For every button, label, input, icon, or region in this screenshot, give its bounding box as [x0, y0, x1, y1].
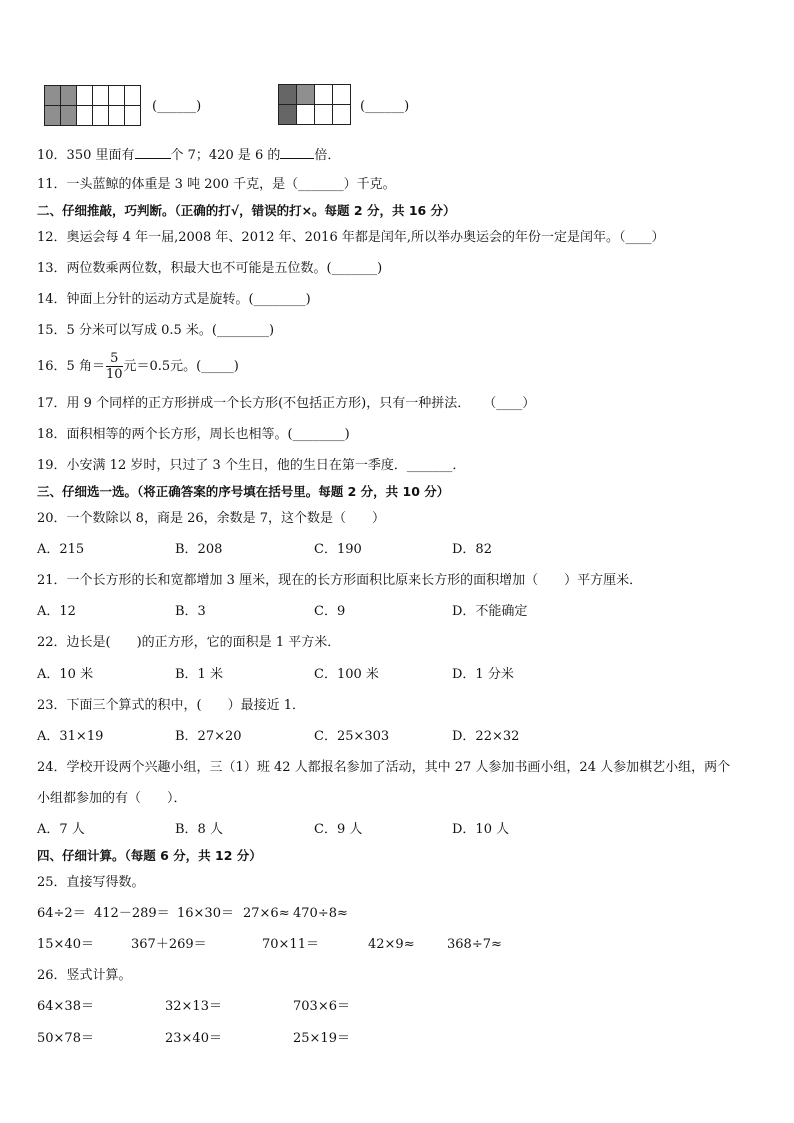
calc-item: 25×19＝ — [293, 1031, 350, 1046]
question-25: 25．直接写得数。 — [37, 875, 145, 890]
grid-cell — [77, 86, 93, 106]
q21-option-a: A．12 — [37, 604, 76, 619]
q24-option-d: D．10 人 — [452, 822, 510, 837]
q20-option-c: C．190 — [314, 542, 362, 557]
question-17: 17．用 9 个同样的正方形拼成一个长方形(不包括正方形)，只有一种拼法． （____） — [37, 396, 536, 411]
grid-cell — [93, 86, 109, 106]
shaded-cell — [61, 86, 77, 106]
shaded-cell — [61, 106, 77, 126]
question-21: 21．一个长方形的长和宽都增加 3 厘米，现在的长方形面积比原来长方形的面积增加（ ）平方厘米． — [37, 573, 643, 588]
q23-option-b: B．27×20 — [175, 729, 242, 744]
grid-cell — [297, 105, 315, 125]
q20-option-b: B．208 — [175, 542, 223, 557]
q23-option-d: D．22×32 — [452, 729, 520, 744]
q21-option-d: D．不能确定 — [452, 604, 528, 619]
question-19: 19．小安满 12 岁时，只过了 3 个生日，他的生日在第一季度．_______． — [37, 458, 466, 473]
question-20: 20．一个数除以 8，商是 26，余数是 7，这个数是（ ） — [37, 511, 386, 526]
grid-cell — [333, 85, 351, 105]
question-15: 15．5 分米可以写成 0.5 米。(________) — [37, 323, 275, 338]
question-24-line-2: 小组都参加的有（ ）． — [37, 791, 187, 806]
grid-cell — [77, 106, 93, 126]
q24-option-a: A．7 人 — [37, 822, 85, 837]
figure-1-blank: (______) — [152, 99, 202, 114]
grid-cell — [93, 106, 109, 126]
question-12: 12．奥运会每 4 年一届,2008 年、2012 年、2016 年都是闰年,所以举办奥运会的年份一定是闰年。（____） — [37, 230, 665, 245]
shaded-cell — [297, 85, 315, 105]
question-24-line-1: 24．学校开设两个兴趣小组，三（1）班 42 人都报名参加了活动，其中 27 人参加书画小组，24 人参加棋艺小组，两个 — [37, 760, 731, 775]
q22-option-b: B．1 米 — [175, 667, 223, 682]
q16-part-b: 元＝0.5元。(_____) — [123, 359, 239, 374]
q20-option-d: D．82 — [452, 542, 492, 557]
q24-option-b: B．8 人 — [175, 822, 223, 837]
q23-option-c: C．25×303 — [314, 729, 390, 744]
calc-item: 703×6＝ — [293, 999, 350, 1014]
question-18: 18．面积相等的两个长方形，周长也相等。(________) — [37, 427, 350, 442]
calc-item: 15×40＝ — [37, 937, 94, 952]
calc-item: 42×9≈ — [368, 937, 415, 952]
question-26: 26．竖式计算。 — [37, 968, 132, 983]
grid-cell — [315, 85, 333, 105]
section-2-heading: 二、仔细推敲，巧判断。（正确的打√，错误的打×。每题 2 分，共 16 分） — [37, 203, 456, 218]
question-11: 11．一头蓝鲸的体重是 3 吨 200 千克，是（_______）千克。 — [37, 177, 396, 192]
calc-item: 64×38＝ — [37, 999, 94, 1014]
grid-cell — [109, 86, 125, 106]
question-14: 14．钟面上分针的运动方式是旋转。(________) — [37, 292, 311, 307]
q22-option-d: D．1 分米 — [452, 667, 514, 682]
answer-blank — [135, 145, 171, 159]
figure-2-blank: (______) — [360, 99, 410, 114]
grid-figure-1 — [44, 85, 141, 126]
section-3-heading: 三、仔细选一选。（将正确答案的序号填在括号里。每题 2 分，共 10 分） — [37, 484, 450, 499]
question-22: 22．边长是( )的正方形，它的面积是 1 平方米． — [37, 635, 341, 650]
calc-item: 32×13＝ — [165, 999, 222, 1014]
shaded-cell — [279, 105, 297, 125]
q20-option-a: A．215 — [37, 542, 85, 557]
shaded-cell — [45, 106, 61, 126]
q23-option-a: A．31×19 — [37, 729, 104, 744]
question-13: 13．两位数乘两位数，积最大也不可能是五位数。(_______) — [37, 261, 383, 276]
calc-item: 50×78＝ — [37, 1031, 94, 1046]
answer-blank — [280, 145, 314, 159]
calc-item: 470÷8≈ — [293, 906, 348, 921]
calc-item: 23×40＝ — [165, 1031, 222, 1046]
fraction-denominator: 10 — [105, 367, 123, 382]
calc-item: 64÷2＝ — [37, 906, 86, 921]
q10-part-c: 倍． — [314, 148, 341, 163]
q16-part-a: 16．5 角＝ — [37, 359, 105, 374]
question-16 — [37, 351, 239, 383]
q21-option-c: C．9 — [314, 604, 346, 619]
calc-item: 27×6≈ — [243, 906, 290, 921]
question-10 — [37, 145, 340, 165]
calc-item: 368÷7≈ — [447, 937, 502, 952]
calc-item: 16×30＝ — [177, 906, 234, 921]
grid-figure-2 — [278, 84, 351, 125]
fraction — [106, 351, 123, 382]
grid-cell — [125, 86, 141, 106]
section-4-heading: 四、仔细计算。（每题 6 分，共 12 分） — [37, 848, 262, 863]
q24-option-c: C．9 人 — [314, 822, 363, 837]
q22-option-a: A．10 米 — [37, 667, 94, 682]
fraction-numerator: 5 — [106, 351, 123, 367]
calc-item: 412－289＝ — [94, 906, 170, 921]
q21-option-b: B．3 — [175, 604, 206, 619]
grid-cell — [333, 105, 351, 125]
calc-item: 367＋269＝ — [131, 937, 207, 952]
q22-option-c: C．100 米 — [314, 667, 379, 682]
grid-cell — [109, 106, 125, 126]
shaded-cell — [45, 86, 61, 106]
grid-cell — [125, 106, 141, 126]
calc-item: 70×11＝ — [262, 937, 319, 952]
shaded-cell — [279, 85, 297, 105]
grid-cell — [315, 105, 333, 125]
q10-part-b: 个 7；420 是 6 的 — [170, 148, 281, 163]
q10-part-a: 10．350 里面有 — [37, 148, 135, 163]
question-23: 23．下面三个算式的积中，( ）最接近 1． — [37, 698, 306, 713]
